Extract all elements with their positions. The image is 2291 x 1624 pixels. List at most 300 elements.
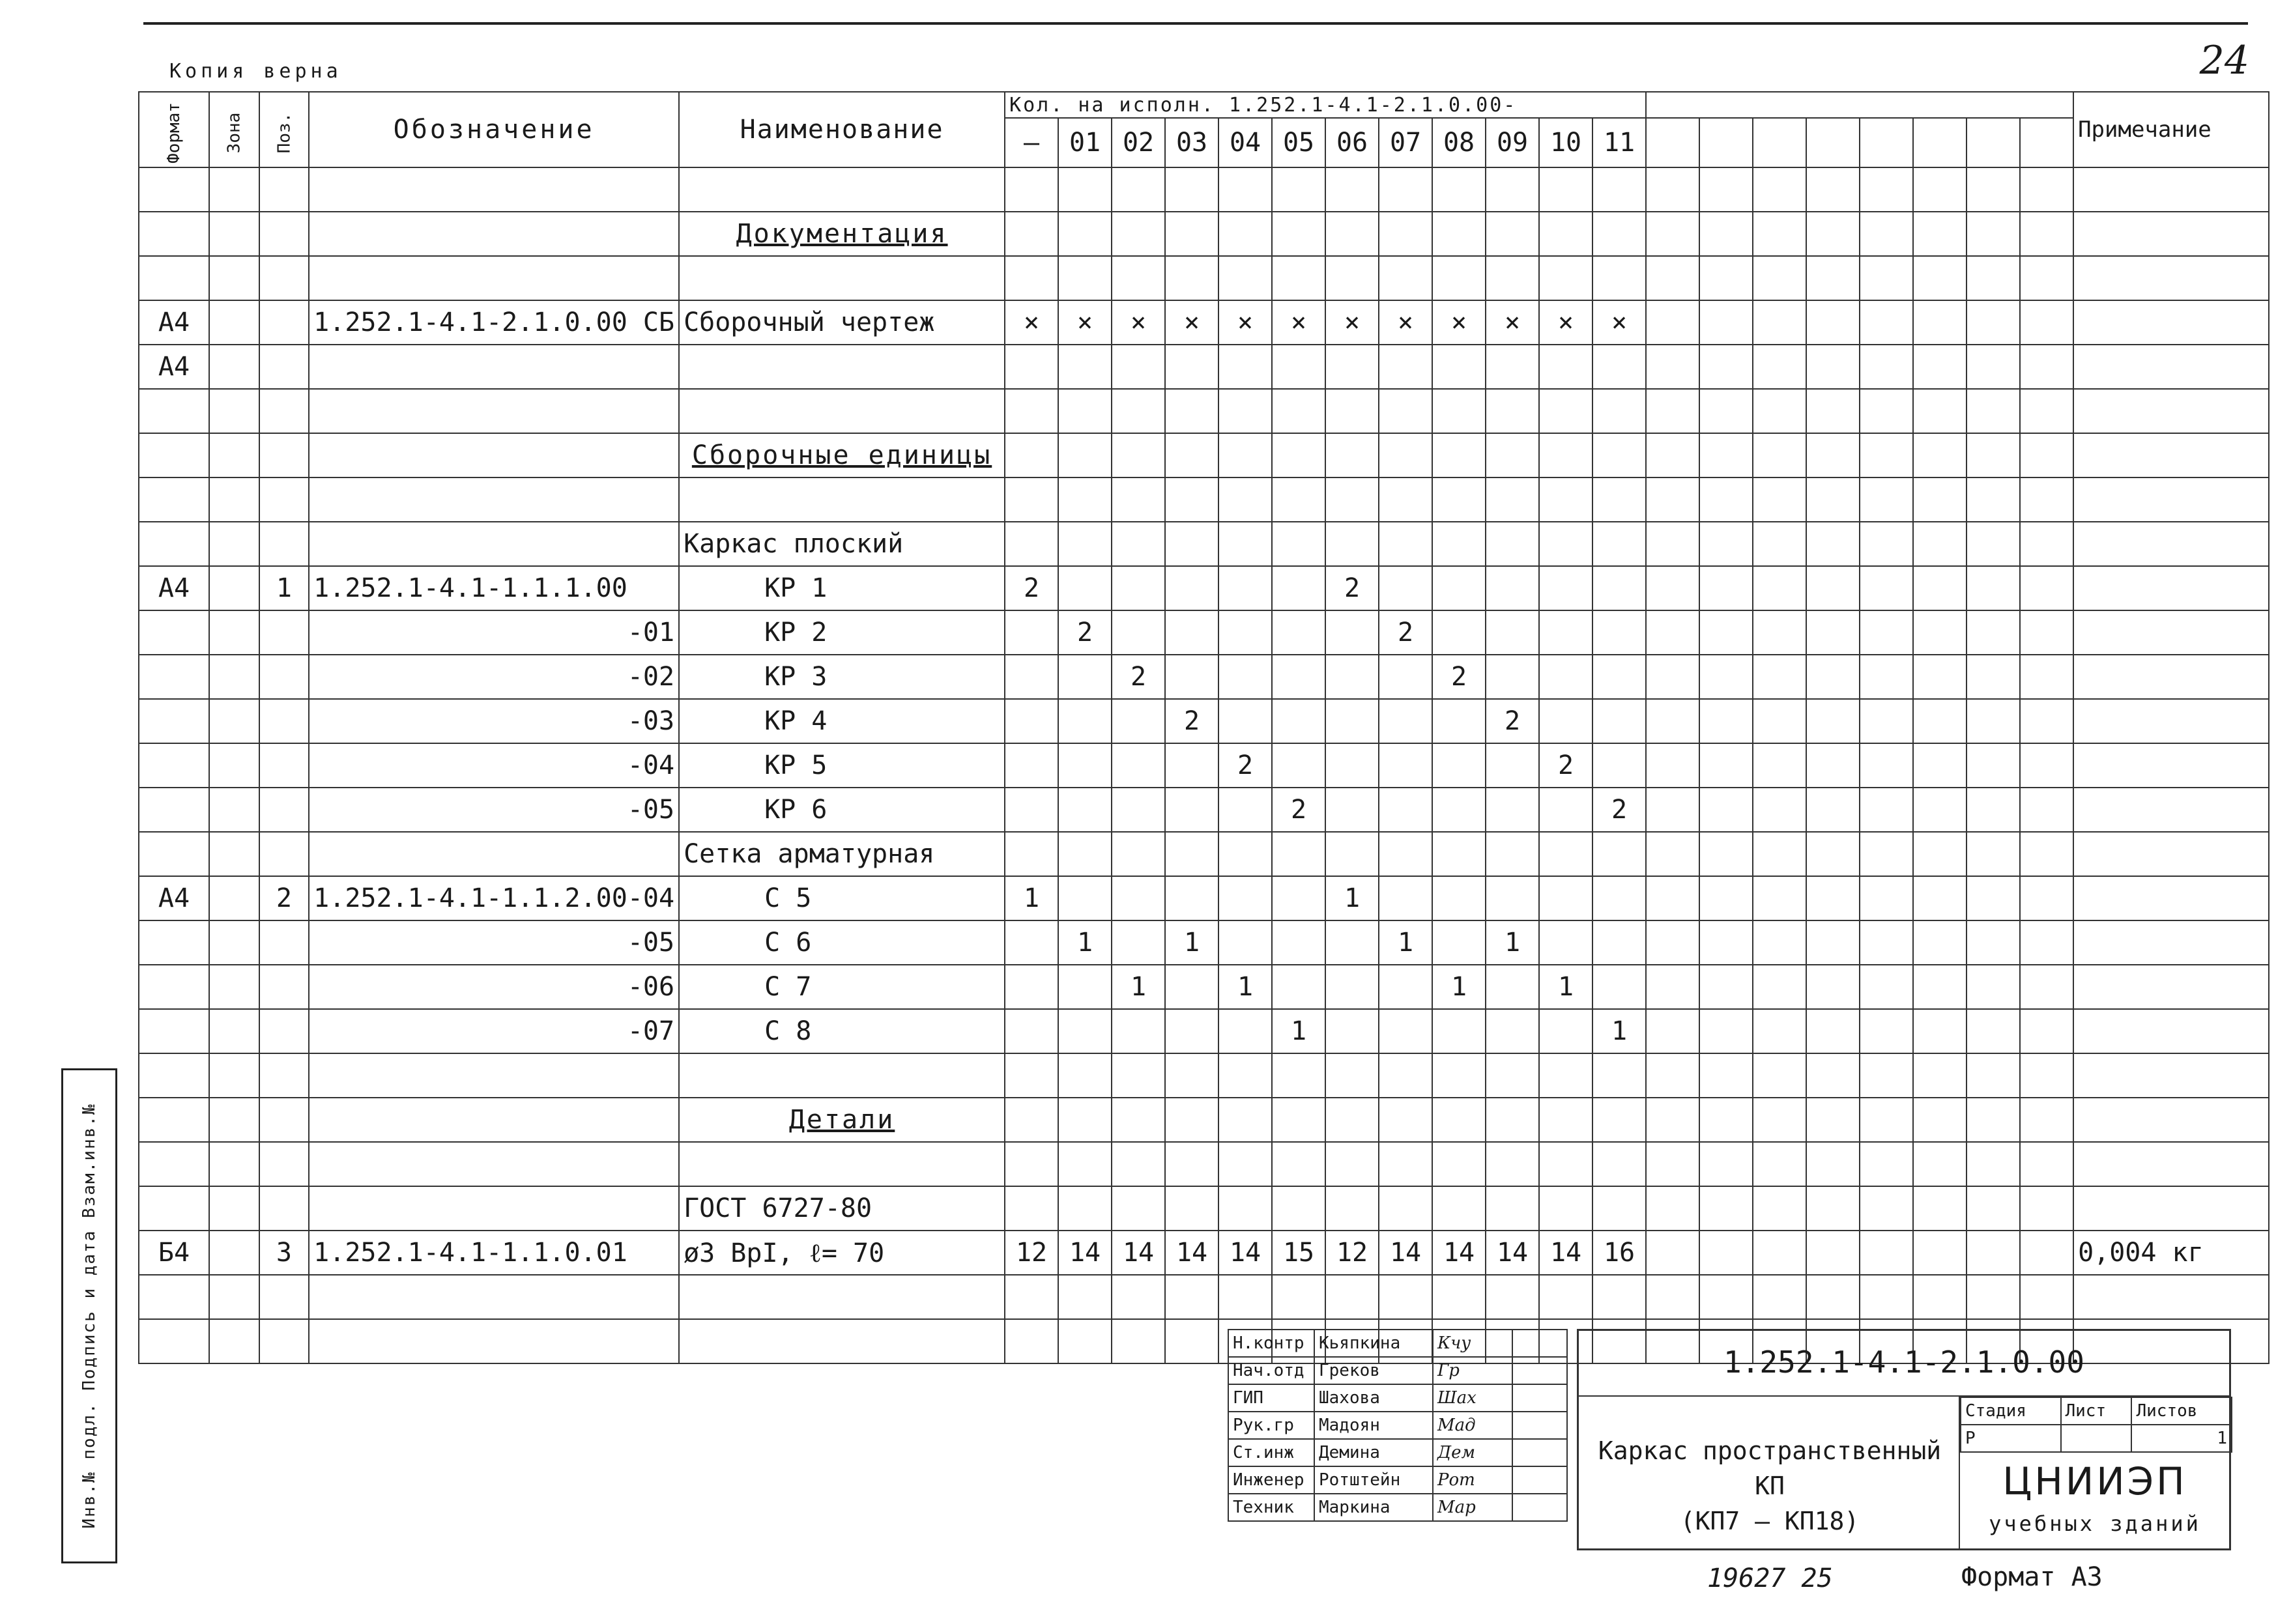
- qty-cell-spare: [1806, 477, 1860, 522]
- qty-cell: [1272, 1275, 1325, 1319]
- qty-cell-spare: [1753, 1098, 1806, 1142]
- qty-cell-spare: [1646, 167, 1699, 212]
- qty-cell: [1005, 1098, 1058, 1142]
- qty-cell-spare: [1967, 212, 2020, 256]
- qty-cell-spare: [1753, 389, 1806, 433]
- qty-cell: [1539, 477, 1592, 522]
- person-name-cell: Маркина: [1314, 1494, 1433, 1521]
- qty-cell: [1272, 256, 1325, 300]
- variant-header: –: [1005, 118, 1058, 167]
- qty-cell: [1112, 1186, 1165, 1231]
- qty-cell: 1: [1592, 1009, 1646, 1053]
- zone-cell: [209, 965, 259, 1009]
- qty-cell: 2: [1165, 699, 1218, 743]
- qty-cell: [1165, 212, 1218, 256]
- format-cell: [139, 1009, 209, 1053]
- col-zone-header: Зона: [209, 92, 259, 167]
- role-cell: Техник: [1228, 1494, 1314, 1521]
- qty-cell: [1379, 1098, 1432, 1142]
- qty-cell-spare: [1699, 1275, 1753, 1319]
- qty-cell-spare: [1913, 788, 1967, 832]
- qty-cell: [1218, 477, 1272, 522]
- qty-cell-spare: [1806, 566, 1860, 610]
- qty-cell-spare: [1806, 965, 1860, 1009]
- name-cell: Сборочный чертеж: [679, 300, 1005, 345]
- qty-cell: [1432, 832, 1486, 876]
- name-cell: ГОСТ 6727-80: [679, 1186, 1005, 1231]
- qty-cell: [1112, 1053, 1165, 1098]
- qty-cell: [1218, 345, 1272, 389]
- qty-cell-spare: [1913, 699, 1967, 743]
- qty-cell: [1165, 876, 1218, 920]
- format-cell: Б4: [139, 1231, 209, 1275]
- note-cell: [2073, 743, 2269, 788]
- qty-cell: [1486, 788, 1539, 832]
- spec-row: [139, 832, 2269, 876]
- qty-cell: [1112, 1098, 1165, 1142]
- note-cell: [2073, 300, 2269, 345]
- note-cell: [2073, 566, 2269, 610]
- qty-cell: [1325, 1098, 1379, 1142]
- zone-cell: [209, 433, 259, 477]
- qty-cell-spare: [1913, 1142, 1967, 1186]
- qty-cell: [1218, 876, 1272, 920]
- qty-cell: [1165, 1009, 1218, 1053]
- designation-cell: -02: [309, 655, 679, 699]
- note-cell: 0,004 кг: [2073, 1231, 2269, 1275]
- name-cell: [679, 389, 1005, 433]
- designation-cell: -06: [309, 965, 679, 1009]
- qty-cell: ×: [1539, 300, 1592, 345]
- qty-cell-spare: [1699, 477, 1753, 522]
- zone-cell: [209, 477, 259, 522]
- person-name-cell: Ротштейн: [1314, 1466, 1433, 1494]
- qty-cell-spare: [1699, 699, 1753, 743]
- qty-cell-spare: [1753, 965, 1806, 1009]
- zone-cell: [209, 832, 259, 876]
- qty-cell-spare: [1913, 920, 1967, 965]
- qty-cell: [1432, 699, 1486, 743]
- qty-cell-spare: [1646, 610, 1699, 655]
- qty-cell: [1218, 1009, 1272, 1053]
- pos-cell: [259, 743, 310, 788]
- zone-cell: [209, 655, 259, 699]
- qty-cell: [1112, 1009, 1165, 1053]
- qty-cell: [1218, 655, 1272, 699]
- qty-cell-spare: [1753, 920, 1806, 965]
- qty-cell: [1325, 965, 1379, 1009]
- qty-cell: 1: [1058, 920, 1112, 965]
- note-cell: [2073, 1053, 2269, 1098]
- qty-cell: [1272, 389, 1325, 433]
- qty-cell-spare: [1860, 212, 1913, 256]
- qty-cell: [1592, 920, 1646, 965]
- qty-cell-spare: [1699, 1142, 1753, 1186]
- variant-header: 10: [1539, 118, 1592, 167]
- zone-cell: [209, 522, 259, 566]
- qty-cell: [1486, 876, 1539, 920]
- signature-cell: Шах: [1433, 1384, 1512, 1412]
- qty-cell: [1272, 522, 1325, 566]
- qty-cell: [1165, 610, 1218, 655]
- qty-cell: [1165, 389, 1218, 433]
- qty-cell: [1112, 167, 1165, 212]
- col-note-header: Примечание: [2073, 92, 2269, 167]
- qty-cell: [1005, 788, 1058, 832]
- qty-cell-spare: [1753, 1053, 1806, 1098]
- qty-cell-spare: [1699, 522, 1753, 566]
- qty-cell-spare: [2020, 788, 2073, 832]
- name-cell: КР 2: [679, 610, 1005, 655]
- zone-cell: [209, 1142, 259, 1186]
- format-cell: [139, 522, 209, 566]
- qty-cell: [1165, 1142, 1218, 1186]
- qty-cell: [1592, 1275, 1646, 1319]
- note-cell: [2073, 876, 2269, 920]
- qty-cell: 2: [1325, 566, 1379, 610]
- qty-cell-spare: [1646, 522, 1699, 566]
- qty-cell: [1486, 655, 1539, 699]
- qty-cell: [1005, 1053, 1058, 1098]
- qty-cell: [1272, 610, 1325, 655]
- qty-cell-spare: [1967, 1231, 2020, 1275]
- qty-cell: 14: [1112, 1231, 1165, 1275]
- qty-cell-spare: [1967, 167, 2020, 212]
- variant-header: 02: [1112, 118, 1165, 167]
- qty-cell-spare: [1753, 788, 1806, 832]
- qty-cell-spare: [1806, 522, 1860, 566]
- note-cell: [2073, 522, 2269, 566]
- qty-cell: [1325, 1053, 1379, 1098]
- qty-cell: [1486, 522, 1539, 566]
- note-cell: [2073, 610, 2269, 655]
- qty-cell-spare: [1913, 566, 1967, 610]
- qty-cell-spare: [1860, 256, 1913, 300]
- qty-cell: [1379, 876, 1432, 920]
- qty-cell: [1379, 522, 1432, 566]
- designation-cell: [309, 1275, 679, 1319]
- qty-cell: 2: [1112, 655, 1165, 699]
- col-format-header: Формат: [139, 92, 209, 167]
- format-cell: [139, 1098, 209, 1142]
- qty-cell: [1539, 389, 1592, 433]
- qty-cell: [1112, 345, 1165, 389]
- qty-cell: [1432, 1098, 1486, 1142]
- qty-cell: [1325, 832, 1379, 876]
- qty-cell: [1005, 1009, 1058, 1053]
- qty-cell-spare: [1699, 1009, 1753, 1053]
- qty-cell-spare: [1967, 832, 2020, 876]
- spec-row: [139, 345, 2269, 389]
- qty-cell-spare: [1860, 743, 1913, 788]
- qty-cell-spare: [1646, 345, 1699, 389]
- qty-cell-spare: [1913, 1053, 1967, 1098]
- qty-cell-spare: [1646, 212, 1699, 256]
- qty-cell-spare: [2020, 1186, 2073, 1231]
- qty-cell: [1379, 167, 1432, 212]
- qty-cell: [1112, 1319, 1165, 1363]
- date-cell: [1512, 1439, 1567, 1466]
- date-cell: [1512, 1357, 1567, 1384]
- qty-cell: [1325, 477, 1379, 522]
- signature-row: [1228, 1330, 1567, 1357]
- qty-cell: 2: [1218, 743, 1272, 788]
- qty-cell-spare: [2020, 1053, 2073, 1098]
- qty-cell: [1218, 832, 1272, 876]
- designation-cell: 1.252.1-4.1-2.1.0.00 СБ: [309, 300, 679, 345]
- person-name-cell: Мадоян: [1314, 1412, 1433, 1439]
- qty-cell: [1165, 743, 1218, 788]
- qty-cell-spare: [1699, 566, 1753, 610]
- spec-row: [139, 876, 2269, 920]
- qty-cell: [1539, 167, 1592, 212]
- qty-cell: [1592, 522, 1646, 566]
- qty-cell-spare: [2020, 477, 2073, 522]
- qty-cell: [1486, 212, 1539, 256]
- qty-cell: [1379, 389, 1432, 433]
- qty-cell-spare: [1913, 212, 1967, 256]
- qty-cell: [1432, 1275, 1486, 1319]
- qty-cell: [1005, 522, 1058, 566]
- qty-cell: [1432, 389, 1486, 433]
- spec-row: [139, 477, 2269, 522]
- qty-cell-spare: [1806, 920, 1860, 965]
- qty-cell: [1218, 1275, 1272, 1319]
- qty-cell-spare: [1913, 522, 1967, 566]
- qty-cell: 1: [1325, 876, 1379, 920]
- qty-cell-spare: [1646, 655, 1699, 699]
- designation-cell: 1.252.1-4.1-1.1.2.00-04: [309, 876, 679, 920]
- qty-cell: [1539, 1275, 1592, 1319]
- qty-cell: [1112, 832, 1165, 876]
- qty-cell: [1379, 1275, 1432, 1319]
- qty-cell: [1486, 167, 1539, 212]
- pos-cell: [259, 965, 310, 1009]
- qty-cell-spare: [1646, 300, 1699, 345]
- qty-cell: [1486, 965, 1539, 1009]
- qty-cell-spare: [1753, 610, 1806, 655]
- qty-cell: 14: [1058, 1231, 1112, 1275]
- qty-cell: [1592, 433, 1646, 477]
- zone-cell: [209, 345, 259, 389]
- qty-cell-spare: [2020, 832, 2073, 876]
- note-cell: [2073, 1142, 2269, 1186]
- qty-cell: [1592, 167, 1646, 212]
- qty-cell: 2: [1379, 610, 1432, 655]
- variant-header-spare: [1806, 118, 1860, 167]
- pos-cell: [259, 1275, 310, 1319]
- qty-cell-spare: [1806, 300, 1860, 345]
- zone-cell: [209, 1275, 259, 1319]
- zone-cell: [209, 610, 259, 655]
- pos-cell: 2: [259, 876, 310, 920]
- qty-cell: [1272, 566, 1325, 610]
- qty-cell-spare: [1967, 300, 2020, 345]
- spec-row: [139, 743, 2269, 788]
- qty-cell-spare: [1967, 522, 2020, 566]
- qty-cell-spare: [1699, 876, 1753, 920]
- name-cell: Каркас плоский: [679, 522, 1005, 566]
- qty-cell-spare: [1967, 1186, 2020, 1231]
- qty-cell-spare: [1860, 655, 1913, 699]
- name-cell: С 8: [679, 1009, 1005, 1053]
- date-cell: [1512, 1494, 1567, 1521]
- qty-cell: 12: [1325, 1231, 1379, 1275]
- qty-cell-spare: [1806, 1186, 1860, 1231]
- qty-cell: [1272, 743, 1325, 788]
- zone-cell: [209, 212, 259, 256]
- qty-cell: [1432, 1009, 1486, 1053]
- qty-cell-spare: [1753, 1186, 1806, 1231]
- designation-cell: [309, 1186, 679, 1231]
- qty-cell-spare: [1753, 1275, 1806, 1319]
- qty-cell-spare: [1860, 699, 1913, 743]
- qty-cell: 1: [1218, 965, 1272, 1009]
- qty-cell: [1539, 256, 1592, 300]
- qty-cell: [1486, 832, 1539, 876]
- qty-cell: [1112, 1142, 1165, 1186]
- qty-cell: 14: [1218, 1231, 1272, 1275]
- qty-cell-spare: [1860, 876, 1913, 920]
- qty-cell-spare: [1646, 1275, 1699, 1319]
- qty-cell: [1058, 1186, 1112, 1231]
- qty-cell: [1165, 345, 1218, 389]
- qty-cell-spare: [2020, 655, 2073, 699]
- qty-cell: [1592, 655, 1646, 699]
- qty-cell: [1379, 345, 1432, 389]
- qty-cell-spare: [1913, 610, 1967, 655]
- qty-cell: [1432, 522, 1486, 566]
- qty-cell-spare: [2020, 876, 2073, 920]
- qty-cell: ×: [1218, 300, 1272, 345]
- qty-cell-spare: [2020, 566, 2073, 610]
- designation-cell: 1.252.1-4.1-1.1.1.00: [309, 566, 679, 610]
- qty-cell-spare: [1699, 212, 1753, 256]
- name-cell: Детали: [679, 1098, 1005, 1142]
- qty-cell: [1325, 1186, 1379, 1231]
- qty-cell-spare: [1646, 477, 1699, 522]
- note-cell: [2073, 1275, 2269, 1319]
- qty-cell: [1005, 212, 1058, 256]
- qty-cell: [1272, 1098, 1325, 1142]
- qty-cell: [1325, 212, 1379, 256]
- qty-cell: [1432, 345, 1486, 389]
- qty-cell: [1165, 965, 1218, 1009]
- qty-cell: 2: [1592, 788, 1646, 832]
- name-cell: КР 4: [679, 699, 1005, 743]
- qty-cell-spare: [1913, 965, 1967, 1009]
- qty-cell-spare: [1753, 433, 1806, 477]
- note-cell: [2073, 1098, 2269, 1142]
- name-cell: [679, 1142, 1005, 1186]
- qty-cell: [1486, 1275, 1539, 1319]
- qty-cell: ×: [1272, 300, 1325, 345]
- qty-cell: 1: [1165, 920, 1218, 965]
- signature-row: [1228, 1412, 1567, 1439]
- qty-cell-spare: [1860, 832, 1913, 876]
- format-cell: [139, 1186, 209, 1231]
- qty-cell-spare: [1913, 256, 1967, 300]
- format-cell: А4: [139, 876, 209, 920]
- qty-cell-spare: [1913, 1098, 1967, 1142]
- qty-cell: [1058, 167, 1112, 212]
- qty-cell-spare: [2020, 610, 2073, 655]
- pos-cell: [259, 433, 310, 477]
- qty-cell: ×: [1005, 300, 1058, 345]
- qty-cell: ×: [1592, 300, 1646, 345]
- qty-cell-spare: [1860, 566, 1913, 610]
- qty-cell: [1592, 212, 1646, 256]
- date-cell: [1512, 1466, 1567, 1494]
- qty-cell-spare: [1699, 345, 1753, 389]
- format-cell: [139, 1275, 209, 1319]
- qty-cell-spare: [1967, 477, 2020, 522]
- qty-cell: [1058, 788, 1112, 832]
- qty-cell-spare: [1806, 256, 1860, 300]
- qty-cell-spare: [1967, 256, 2020, 300]
- pos-cell: [259, 212, 310, 256]
- qty-cell: [1005, 832, 1058, 876]
- qty-cell-spare: [1806, 1053, 1860, 1098]
- note-cell: [2073, 212, 2269, 256]
- designation-cell: -07: [309, 1009, 679, 1053]
- qty-cell-spare: [1806, 876, 1860, 920]
- qty-cell: [1218, 920, 1272, 965]
- qty-cell: [1486, 1186, 1539, 1231]
- qty-cell-spare: [1753, 832, 1806, 876]
- pos-cell: [259, 1098, 310, 1142]
- qty-cell-spare: [2020, 433, 2073, 477]
- note-cell: [2073, 256, 2269, 300]
- qty-cell: [1218, 256, 1272, 300]
- role-cell: Рук.гр: [1228, 1412, 1314, 1439]
- name-cell: КР 5: [679, 743, 1005, 788]
- role-cell: Инженер: [1228, 1466, 1314, 1494]
- qty-cell: [1005, 920, 1058, 965]
- qty-cell: [1539, 1053, 1592, 1098]
- qty-cell: [1432, 212, 1486, 256]
- qty-cell: [1165, 655, 1218, 699]
- pos-cell: [259, 1186, 310, 1231]
- qty-cell: [1432, 477, 1486, 522]
- qty-cell-spare: [1646, 920, 1699, 965]
- qty-cell-spare: [1913, 876, 1967, 920]
- qty-cell: [1165, 788, 1218, 832]
- qty-cell-spare: [1646, 1186, 1699, 1231]
- qty-cell: [1432, 566, 1486, 610]
- qty-cell-spare: [1913, 655, 1967, 699]
- note-cell: [2073, 965, 2269, 1009]
- qty-cell: [1165, 566, 1218, 610]
- col-name-header: Наименование: [679, 92, 1005, 167]
- qty-cell: [1058, 1319, 1112, 1363]
- spec-row: [139, 1231, 2269, 1275]
- qty-cell-spare: [1699, 433, 1753, 477]
- col-pos-header: Поз.: [259, 92, 310, 167]
- qty-cell-spare: [1860, 1009, 1913, 1053]
- qty-cell-spare: [1699, 1186, 1753, 1231]
- qty-cell: [1379, 1009, 1432, 1053]
- sheet-value: [2061, 1425, 2132, 1452]
- qty-cell-spare: [1646, 699, 1699, 743]
- qty-cell-spare: [1806, 655, 1860, 699]
- specification-table: [138, 91, 2269, 1364]
- qty-cell: [1272, 876, 1325, 920]
- qty-cell: [1379, 477, 1432, 522]
- format-cell: [139, 477, 209, 522]
- name-cell: [679, 256, 1005, 300]
- qty-cell: [1218, 212, 1272, 256]
